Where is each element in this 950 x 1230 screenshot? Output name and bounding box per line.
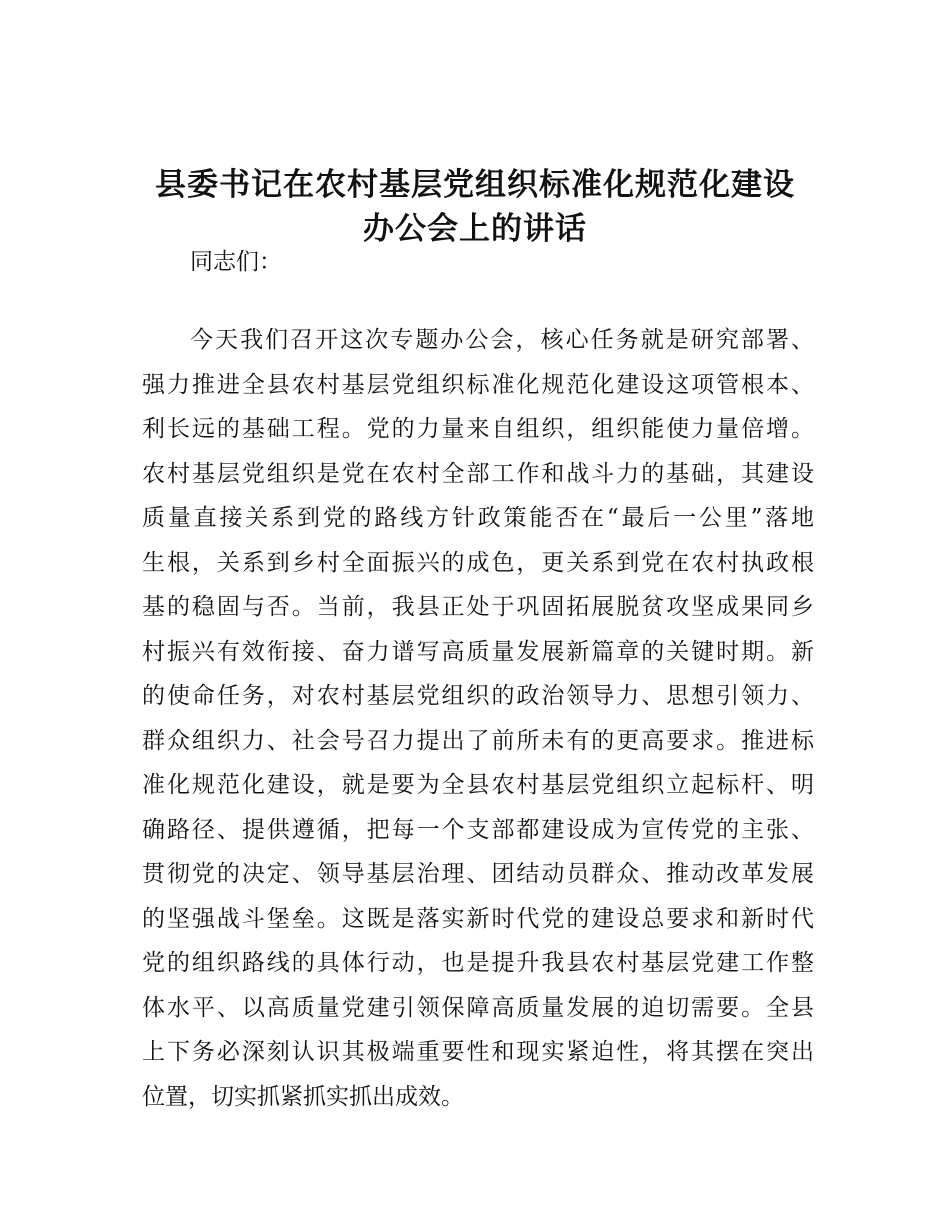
paragraph-line: 群众组织力、社会号召力提出了前所未有的更高要求。推进标: [142, 727, 814, 754]
title-line-2: 办公会上的讲话: [363, 211, 587, 247]
paragraph-line: 准化规范化建设，就是要为全县农村基层党组织立起标杆、明: [142, 772, 814, 798]
paragraph: [142, 318, 814, 1119]
paragraph-line: 确路径、提供遵循，把每一个支部都建设成为宣传党的主张、: [142, 816, 814, 843]
paragraph-line: 党的组织路线的具体行动，也是提升我县农村基层党建工作整: [142, 950, 814, 976]
paragraph-line: 质量直接关系到党的路线方针政策能否在“最后一公里”落地: [142, 505, 814, 531]
paragraph-line: 农村基层党组织是党在农村全部工作和战斗力的基础，其建设: [142, 460, 814, 487]
paragraph-line: 今天我们召开这次专题办公会，核心任务就是研究部署、: [190, 327, 814, 353]
paragraph-line: 基的稳固与否。当前，我县正处于巩固拓展脱贫攻坚成果同乡: [142, 594, 814, 620]
paragraph-line: 位置，切实抓紧抓实抓出成效。: [142, 1083, 464, 1110]
title-line-1: 县委书记在农村基层党组织标准化规范化建设: [155, 167, 795, 203]
paragraph-line: 的使命任务，对农村基层党组织的政治领导力、思想引领力、: [142, 683, 814, 709]
paragraph-line: 体水平、以高质量党建引领保障高质量发展的迫切需要。全县: [142, 994, 814, 1021]
document-title: [130, 163, 820, 251]
paragraph-line: 生根，关系到乡村全面振兴的成色，更关系到党在农村执政根: [142, 549, 814, 576]
paragraph-line: 利长远的基础工程。党的力量来自组织，组织能使力量倍增。: [142, 416, 814, 442]
paragraph-line: 贯彻党的决定、领导基层治理、团结动员群众、推动改革发展: [142, 861, 814, 887]
paragraph-line: 强力推进全县农村基层党组织标准化规范化建设这项管根本、: [142, 371, 814, 398]
paragraph-line: 村振兴有效衔接、奋力谱写高质量发展新篇章的关键时期。新: [142, 638, 814, 665]
salutation: 同志们：: [190, 249, 282, 275]
paragraph-line: 上下务必深刻认识其极端重要性和现实紧迫性，将其摆在突出: [142, 1039, 814, 1065]
paragraph-line: 的坚强战斗堡垒。这既是落实新时代党的建设总要求和新时代: [142, 905, 814, 932]
